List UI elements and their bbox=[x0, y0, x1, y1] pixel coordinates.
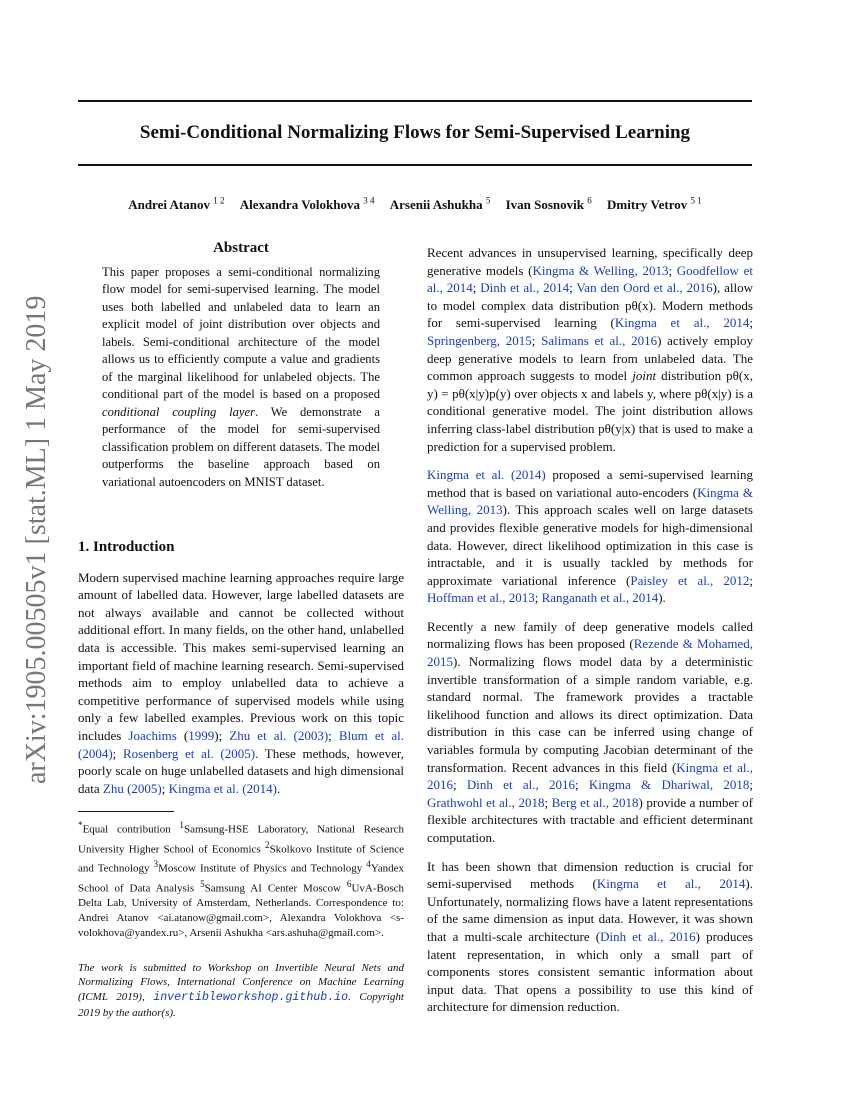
citation-link[interactable]: Kingma & Dhariwal, 2018 bbox=[588, 777, 750, 793]
author-affil: 3 4 bbox=[363, 196, 375, 206]
author-name: Arsenii Ashukha bbox=[389, 197, 483, 213]
body-paragraph-4: It has been shown that dimension reduction is crucial for semi-supervised methods (Kingma et al., 2014). Unfortunately, normalizing flows have a latent representations of the same dimension as input data. However, it was shown that a multi-scale architecture (Dinh et al., 2016) produces latent representation, in which only a small part of components stores consistent semantic information about input data. That opens a possibility to use this kind of architecture for dimension reduction. bbox=[427, 858, 753, 1015]
author-name: Ivan Sosnovik bbox=[505, 197, 584, 213]
citation-link[interactable]: Kingma et al., 2014 bbox=[614, 315, 750, 331]
footnote-rule bbox=[78, 811, 174, 812]
workshop-url-link[interactable]: invertibleworkshop.github.io bbox=[153, 991, 349, 1005]
citation-link[interactable]: Zhu (2005) bbox=[102, 780, 162, 796]
citation-link[interactable]: Van den Oord et al., 2016 bbox=[576, 280, 713, 296]
citation-link[interactable]: Hoffman et al., 2013 bbox=[427, 590, 535, 606]
citation-link[interactable]: Dinh et al., 2014 bbox=[480, 280, 570, 296]
author-3 bbox=[390, 197, 491, 212]
abstract-heading: Abstract bbox=[213, 240, 269, 256]
citation-link[interactable]: Kingma & Welling, 2013 bbox=[532, 262, 669, 278]
right-column bbox=[427, 244, 753, 1027]
paper-title: Semi-Conditional Normalizing Flows for Semi-Supervised Learning bbox=[139, 122, 691, 143]
author-affil: 5 bbox=[485, 196, 491, 206]
citation-link[interactable]: Joachims bbox=[128, 728, 177, 744]
citation-link[interactable]: Berg et al., 2018 bbox=[551, 794, 639, 810]
author-affil: 5 1 bbox=[690, 196, 702, 206]
body-paragraph-2: Kingma et al. (2014) proposed a semi-supervised learning method that is based on variational auto-encoders (Kingma & Welling, 2013). This approach scales well on large datasets and provides flexible generative models for high-dimensional data. However, direct likelihood optimization in this case is intractable, and it is usually tackled by methods for approximate variational inference (Paisley et al., 2012; Hoffman et al., 2013; Ranganath et al., 2014). bbox=[427, 467, 753, 606]
section-heading-introduction: 1. Introduction bbox=[78, 539, 175, 556]
author-2 bbox=[240, 197, 375, 212]
author-name: Andrei Atanov bbox=[128, 197, 210, 213]
citation-link[interactable]: Dinh et al., 2016 bbox=[466, 777, 576, 793]
citation-link[interactable]: Dinh et al., 2016 bbox=[600, 928, 696, 944]
citation-link[interactable]: Grathwohl et al., 2018 bbox=[427, 794, 545, 810]
citation-link[interactable]: Kingma et al. (2014) bbox=[168, 780, 277, 796]
citation-link[interactable]: Ranganath et al., 2014 bbox=[541, 590, 659, 606]
citation-link[interactable]: Springenberg, 2015 bbox=[427, 332, 532, 348]
body-paragraph-3: Recently a new family of deep generative models called normalizing flows has been proposed (Rezende & Mohamed, 2015). Normalizing flows model data by a deterministic invertible transformation of a simple random variable, e.g. standard normal. The framework provides a tractable likelihood function and allows its direct optimization. Data distribution in this case can be inferred using change of variables formula by computing Jacobian determinant of the transformation. Recent advances in this field (Kingma et al., 2016; Dinh et al., 2016; Kingma & Dhariwal, 2018; Grathwohl et al., 2018; Berg et al., 2018) provide a number of flexible architectures with tractable and efficient determinant computation. bbox=[427, 618, 754, 845]
author-5 bbox=[607, 197, 702, 212]
title-bottom-rule bbox=[78, 164, 752, 166]
author-affil: 1 2 bbox=[213, 196, 225, 206]
intro-paragraph: Modern supervised machine learning approaches require large amount of labelled data. However, large labelled datasets are not always available and cannot be collected without additional effort. In many fields, on the other hand, unlabelled data is accessible. This makes semi-supervised learning an important field of machine learning research. Semi-supervised methods aim to employ unlabelled data to achieve a competitive performance of supervised models while using only a few labelled examples. Previous work on this topic includes Joachims (1999); Zhu et al. (2003); Blum et al. (2004); Rosenberg et al. (2005). These methods, however, poorly scale on huge unlabelled datasets and high dimensional data Zhu (2005); Kingma et al. (2014). bbox=[78, 569, 404, 796]
left-column bbox=[78, 240, 404, 1021]
affiliations-footnote: *Equal contribution $^1$Samsung-HSE Laboratory, National Research University Higher School of Economics $^2$Skolkovo Institute of Science and Technology $^3$Moscow Institute of Physics and Technology $^4$Yandex School of Data Analysis $^5$Samsung AI Center Moscow $^6$UvA-Bosch Delta Lab, University of Amsterdam, Netherlands. Correspondence to: Andrei Atanov <ai.atanow@gmail.com>, Alexandra Volokhova <s-volokhova@yandex.ru>, Arsenii Ashukha <ars.ashuha@gmail.com>. bbox=[78, 820, 404, 939]
top-rule bbox=[78, 100, 752, 102]
workshop-notice: The work is submitted to Workshop on Invertible Neural Nets and Normalizing Flows, International Conference on Machine Learning (ICML 2019), invertibleworkshop.github.io. Copyright 2019 by the author(s). bbox=[78, 961, 404, 1019]
author-1 bbox=[128, 197, 224, 212]
author-affil: 6 bbox=[587, 196, 592, 206]
body-paragraph-1: Recent advances in unsupervised learning, specifically deep generative models (Kingma & Welling, 2013; Goodfellow et al., 2014; Dinh et al., 2014; Van den Oord et al., 2016), allow to model complex data distribution pθ(x). Modern methods for semi-supervised learning (Kingma et al., 2014; Springenberg, 2015; Salimans et al., 2016) actively employ deep generative models to learn from unlabeled data. The common approach suggests to model joint distribution pθ(x, y) = pθ(x|y)p(y) over objects x and labels y, where pθ(x|y) is a conditional generative model. The joint distribution allows inferring class-label distribution pθ(y|x) that is used to make a prediction for a supervised problem. bbox=[427, 245, 753, 454]
citation-link[interactable]: Goodfellow et al., 2014 bbox=[427, 262, 753, 296]
citation-link[interactable]: Kingma et al., 2016 bbox=[427, 759, 753, 793]
citation-link[interactable]: Kingma et al., 2014 bbox=[596, 876, 746, 892]
citation-link[interactable]: 1999 bbox=[188, 728, 215, 744]
author-name: Alexandra Volokhova bbox=[239, 197, 360, 213]
citation-link[interactable]: Zhu et al. (2003) bbox=[229, 728, 329, 744]
arxiv-stamp[interactable]: arXiv:1905.00505v1 [stat.ML] 1 May 2019 bbox=[21, 295, 52, 785]
author-name: Dmitry Vetrov bbox=[607, 197, 688, 213]
citation-link[interactable]: Salimans et al., 2016 bbox=[541, 332, 658, 348]
citation-link[interactable]: Kingma & Welling, 2013 bbox=[427, 484, 753, 518]
abstract-text: This paper proposes a semi-conditional normalizing flow model for semi-supervised learning. The model uses both labelled and unlabeled data to learn an explicit model of joint distribution over objects and labels. Semi-conditional architecture of the model allows us to efficiently compute a value and gradients of the marginal likelihood for unlabeled objects. The conditional part of the model is based on a proposed conditional coupling layer. We demonstrate a performance of the model for semi-supervised classification problem on different datasets. The model outperforms the baseline approach based on variational autoencoders on MNIST dataset. bbox=[102, 264, 380, 489]
author-list bbox=[78, 196, 752, 213]
citation-link[interactable]: Rezende & Mohamed, 2015 bbox=[427, 636, 754, 670]
citation-link[interactable]: Blum et al. (2004) bbox=[78, 728, 404, 761]
author-4 bbox=[506, 197, 592, 212]
citation-link[interactable]: Kingma et al. (2014) bbox=[427, 467, 546, 483]
citation-link[interactable]: Rosenberg et al. (2005) bbox=[122, 745, 256, 761]
citation-link[interactable]: Paisley et al., 2012 bbox=[630, 572, 750, 588]
